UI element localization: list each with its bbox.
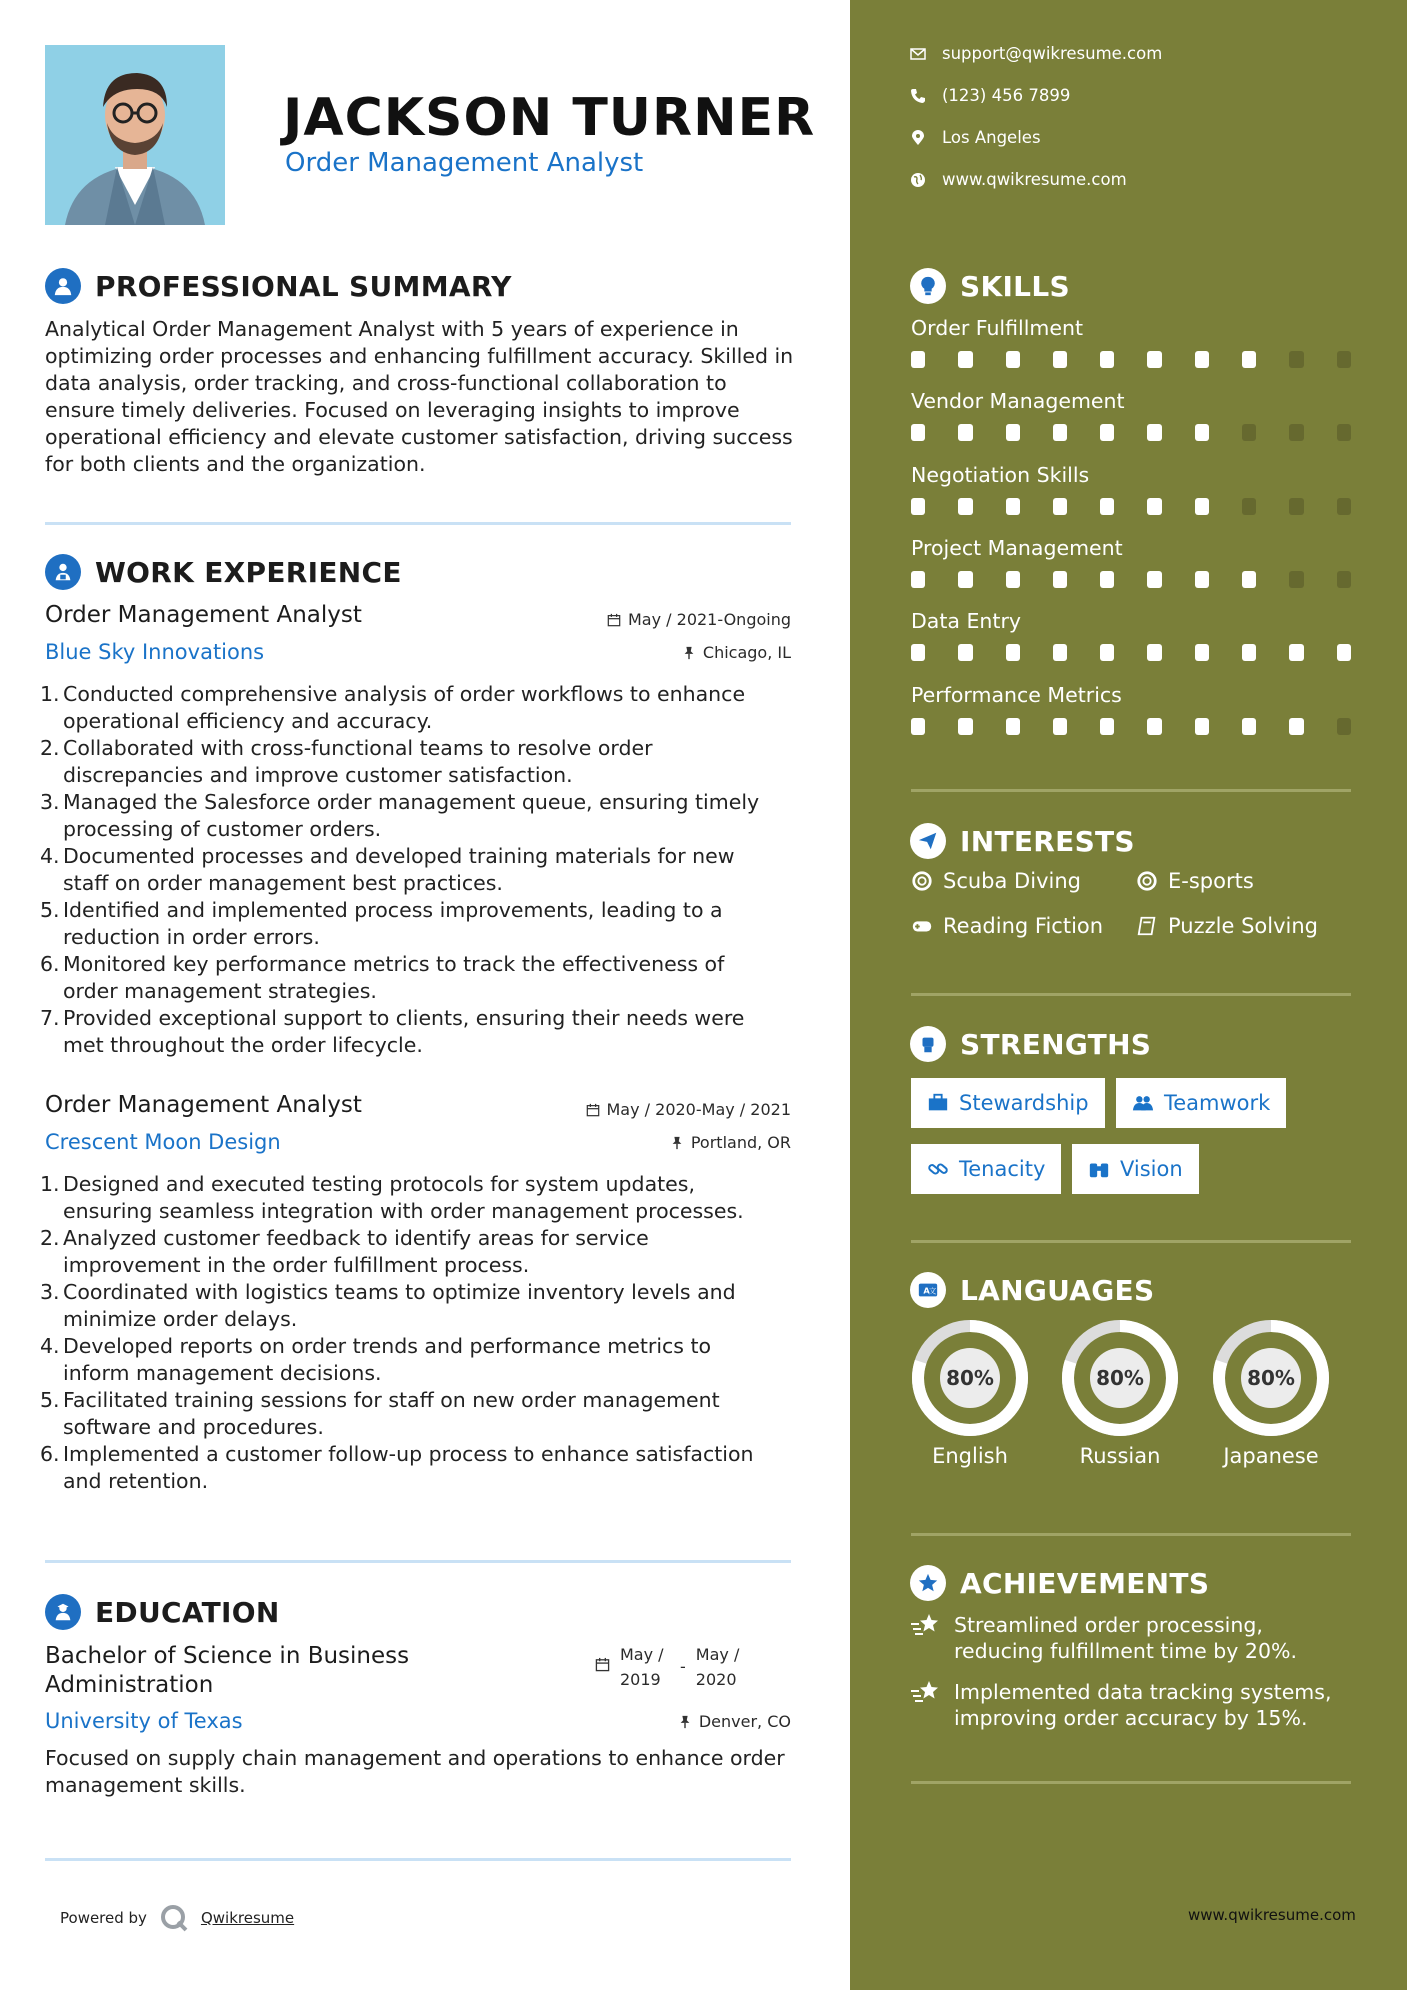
skill-level-dot	[1147, 351, 1161, 368]
skill-level-dot	[1242, 351, 1256, 368]
skill-level-dot	[1242, 644, 1256, 661]
list-item: 6. Monitored key performance metrics to track the effectiveness of order management strategies.	[40, 952, 725, 1003]
skill-level-dot	[1147, 571, 1161, 588]
svg-text:80%: 80%	[946, 1366, 994, 1390]
lightbulb-icon	[910, 268, 946, 304]
skill-item: Project Management	[911, 536, 1351, 588]
contact-location: Los Angeles	[910, 128, 1041, 147]
section-divider	[45, 1560, 791, 1563]
sidebar	[850, 0, 1407, 1990]
interest-item: E-sports	[1136, 869, 1254, 893]
skill-level-dot	[1100, 644, 1114, 661]
skill-level-dot	[911, 351, 925, 368]
translate-icon	[910, 1272, 946, 1308]
contact-website[interactable]: www.qwikresume.com	[910, 170, 1127, 189]
skill-item: Performance Metrics	[911, 683, 1351, 735]
achievement-item: Implemented data tracking systems, improving order accuracy by 15%.	[910, 1679, 1370, 1731]
envelope-icon	[910, 46, 926, 62]
strength-chip: Teamwork	[1116, 1078, 1286, 1128]
skill-level-dot	[1195, 351, 1209, 368]
list-item: 2. Collaborated with cross-functional teams to resolve order discrepancies and improve customer satisfaction.	[40, 736, 653, 787]
skill-level-dot	[1053, 571, 1067, 588]
school-name: University of Texas	[45, 1709, 243, 1733]
company-name: Crescent Moon Design	[45, 1130, 281, 1154]
binoculars-icon	[1088, 1158, 1110, 1180]
skill-level-dot	[1100, 424, 1114, 441]
svg-text:文: 文	[928, 1286, 937, 1296]
skill-level-dot	[1053, 498, 1067, 515]
section-divider	[45, 522, 791, 525]
language-item: 80% Russian	[1060, 1318, 1180, 1468]
skill-level-dot	[1289, 351, 1303, 368]
skill-level-dot	[1100, 498, 1114, 515]
svg-text:80%: 80%	[1096, 1366, 1144, 1390]
education-location: Denver, CO	[678, 1712, 791, 1731]
gamepad-icon	[911, 915, 933, 937]
skill-level-dot	[958, 424, 972, 441]
svg-text:A: A	[923, 1285, 930, 1296]
skill-item: Vendor Management	[911, 389, 1351, 441]
education-description: Focused on supply chain management and operations to enhance order management skills.	[45, 1746, 785, 1797]
map-marker-icon	[910, 130, 926, 146]
job-location-text: Chicago, IL	[702, 643, 791, 662]
skill-level-dot	[958, 571, 972, 588]
skill-level-dot	[911, 498, 925, 515]
list-item: 3. Managed the Salesforce order management queue, ensuring timely processing of customer orders.	[40, 790, 760, 841]
skill-level-dot	[911, 718, 925, 735]
job-bullets	[40, 681, 800, 1059]
skill-level-dot	[1195, 718, 1209, 735]
skill-level-dot	[1337, 498, 1351, 515]
list-item: 2. Analyzed customer feedback to identify areas for service improvement in the order fulfillment process.	[40, 1226, 649, 1277]
sidebar-divider	[911, 1781, 1351, 1784]
skill-level-dot	[1006, 351, 1020, 368]
life-ring-icon	[1136, 870, 1158, 892]
skill-level-dot	[1242, 424, 1256, 441]
interest-item: Scuba Diving	[911, 869, 1081, 893]
language-item: 80% Japanese	[1211, 1318, 1331, 1468]
skill-level-dot	[1147, 644, 1161, 661]
candidate-title: Order Management Analyst	[285, 148, 644, 178]
list-item: 4. Documented processes and developed training materials for new staff on order management best practices.	[40, 844, 735, 895]
users-icon	[1132, 1092, 1154, 1114]
skill-level-dot	[1337, 644, 1351, 661]
user-icon	[45, 268, 81, 304]
education-dates: May / 2019 - May / 2020	[595, 1642, 746, 1692]
experience-heading-text: WORK EXPERIENCE	[95, 555, 402, 589]
skill-level-dot	[958, 498, 972, 515]
skill-level-dot	[1053, 351, 1067, 368]
skill-level-dot	[1006, 424, 1020, 441]
skill-level-dot	[1195, 498, 1209, 515]
skill-level-dot	[1053, 718, 1067, 735]
profile-photo	[45, 45, 225, 225]
skill-level-dot	[1147, 718, 1161, 735]
job-bullets	[40, 1171, 800, 1495]
list-item: 3. Coordinated with logistics teams to optimize inventory levels and minimize order delays.	[40, 1280, 736, 1331]
powered-by: Powered by Qwikresume	[60, 1903, 294, 1933]
skill-level-dot	[1289, 498, 1303, 515]
skill-level-dot	[958, 718, 972, 735]
skill-level-dot	[1337, 424, 1351, 441]
interest-item: Puzzle Solving	[1136, 914, 1318, 938]
languages-heading: A 文 LANGUAGES	[910, 1272, 1154, 1308]
skill-level-dot	[1053, 424, 1067, 441]
skill-level-dot	[1289, 571, 1303, 588]
skills-heading: SKILLS	[910, 268, 1070, 304]
summary-heading	[45, 268, 512, 304]
experience-heading	[45, 554, 402, 590]
skill-level-dot	[1289, 718, 1303, 735]
skill-level-dot	[1242, 571, 1256, 588]
skill-level-dot	[1195, 424, 1209, 441]
achievements-heading: ACHIEVEMENTS	[910, 1565, 1209, 1601]
skill-level-dot	[911, 644, 925, 661]
skill-level-dot	[911, 424, 925, 441]
job-dates-text: May / 2020-May / 2021	[606, 1100, 791, 1119]
skill-level-dot	[1100, 351, 1114, 368]
list-item: 7. Provided exceptional support to clients, ensuring their needs were met throughout the order lifecycle.	[40, 1006, 745, 1057]
star-badge-icon	[910, 1565, 946, 1601]
life-ring-icon	[911, 870, 933, 892]
summary-heading-text: PROFESSIONAL SUMMARY	[95, 269, 512, 303]
list-item: 1. Conducted comprehensive analysis of order workflows to enhance operational efficiency and accuracy.	[40, 682, 746, 733]
book-icon	[1136, 915, 1158, 937]
job-location	[670, 1133, 791, 1152]
skill-level-dot	[1337, 571, 1351, 588]
skill-level-dot	[1337, 718, 1351, 735]
list-item: 5. Identified and implemented process improvements, leading to a reduction in order errors.	[40, 898, 723, 949]
job-dates	[607, 610, 791, 629]
skill-level-dot	[1147, 498, 1161, 515]
skill-level-dot	[1006, 571, 1020, 588]
skill-level-dot	[1006, 498, 1020, 515]
skill-level-dot	[911, 571, 925, 588]
strength-chip: Tenacity	[911, 1144, 1061, 1194]
shooting-star-icon	[910, 1679, 942, 1705]
briefcase-user-icon	[45, 554, 81, 590]
calendar-icon	[607, 613, 621, 627]
skill-level-dot	[1147, 424, 1161, 441]
job-dates	[586, 1100, 792, 1119]
interest-item: Reading Fiction	[911, 914, 1103, 938]
interests-heading: INTERESTS	[910, 823, 1135, 859]
language-item: 80% English	[910, 1318, 1030, 1468]
skill-level-dot	[1100, 571, 1114, 588]
company-name: Blue Sky Innovations	[45, 640, 265, 664]
calendar-icon	[586, 1103, 600, 1117]
skill-item: Negotiation Skills	[911, 463, 1351, 515]
summary-text: Analytical Order Management Analyst with 5 years of experience in optimizing order processes and enhancing fulfillment accuracy. Skilled in data analysis, order tracking, and cross-functional collaboration to ensure timely deliveries. Focused on leveraging insights to improve operational efficiency and elevate customer satisfaction, driving success for both clients and the organization.	[45, 317, 794, 476]
fist-icon	[910, 1026, 946, 1062]
skill-level-dot	[1242, 718, 1256, 735]
skill-level-dot	[1195, 644, 1209, 661]
education-heading	[45, 1594, 280, 1630]
job-location	[682, 643, 791, 662]
sidebar-divider	[911, 789, 1351, 792]
qwikresume-logo-icon	[159, 1903, 189, 1933]
paper-plane-icon	[910, 823, 946, 859]
globe-icon	[910, 172, 926, 188]
skill-level-dot	[1337, 351, 1351, 368]
strength-chip: Stewardship	[911, 1078, 1105, 1128]
phone-icon	[910, 88, 926, 104]
list-item: 4. Developed reports on order trends and performance metrics to inform management decisions.	[40, 1334, 712, 1385]
pin-icon	[682, 646, 696, 660]
pin-icon	[678, 1715, 692, 1729]
skill-level-dot	[958, 351, 972, 368]
language-progress-ring	[910, 1318, 1030, 1438]
sidebar-divider	[911, 1240, 1351, 1243]
language-progress-ring	[1211, 1318, 1331, 1438]
qwikresume-link[interactable]: Qwikresume	[200, 1909, 295, 1927]
briefcase-icon	[927, 1092, 949, 1114]
strength-chip: Vision	[1072, 1144, 1199, 1194]
sidebar-divider	[911, 993, 1351, 996]
skill-level-dot	[1242, 498, 1256, 515]
shooting-star-icon	[910, 1612, 942, 1638]
skill-level-dot	[958, 644, 972, 661]
skill-level-dot	[1289, 424, 1303, 441]
language-progress-ring	[1060, 1318, 1180, 1438]
footer-website[interactable]: www.qwikresume.com	[1188, 1906, 1356, 1924]
job-dates-text: May / 2021-Ongoing	[628, 610, 791, 629]
job-title: Order Management Analyst	[45, 602, 362, 628]
candidate-name: JACKSON TURNER	[283, 88, 816, 148]
list-item: 5. Facilitated training sessions for staff on new order management software and procedures.	[40, 1388, 720, 1439]
contact-email[interactable]: support@qwikresume.com	[910, 44, 1162, 63]
contact-phone[interactable]: (123) 456 7899	[910, 86, 1070, 105]
svg-text:80%: 80%	[1247, 1366, 1295, 1390]
job-location-text: Portland, OR	[690, 1133, 791, 1152]
list-item: 1. Designed and executed testing protocols for system updates, ensuring seamless integration with order management processes.	[40, 1172, 744, 1223]
skill-level-dot	[1006, 718, 1020, 735]
skill-item: Data Entry	[911, 609, 1351, 661]
degree-title: Bachelor of Science in Business Administration	[45, 1643, 410, 1698]
education-heading-text: EDUCATION	[95, 1595, 280, 1629]
job-title: Order Management Analyst	[45, 1092, 362, 1118]
skill-level-dot	[1100, 718, 1114, 735]
skill-level-dot	[1289, 644, 1303, 661]
skill-level-dot	[1195, 571, 1209, 588]
achievement-item: Streamlined order processing, reducing fulfillment time by 20%.	[910, 1612, 1370, 1664]
skill-level-dot	[1006, 644, 1020, 661]
strengths-heading: STRENGTHS	[910, 1026, 1151, 1062]
link-icon	[927, 1158, 949, 1180]
list-item: 6. Implemented a customer follow-up process to enhance satisfaction and retention.	[40, 1442, 754, 1493]
section-divider	[45, 1858, 791, 1861]
calendar-icon	[595, 1657, 610, 1672]
graduate-icon	[45, 1594, 81, 1630]
skill-item: Order Fulfillment	[911, 316, 1351, 368]
sidebar-divider	[911, 1533, 1351, 1536]
skill-level-dot	[1053, 644, 1067, 661]
pin-icon	[670, 1136, 684, 1150]
